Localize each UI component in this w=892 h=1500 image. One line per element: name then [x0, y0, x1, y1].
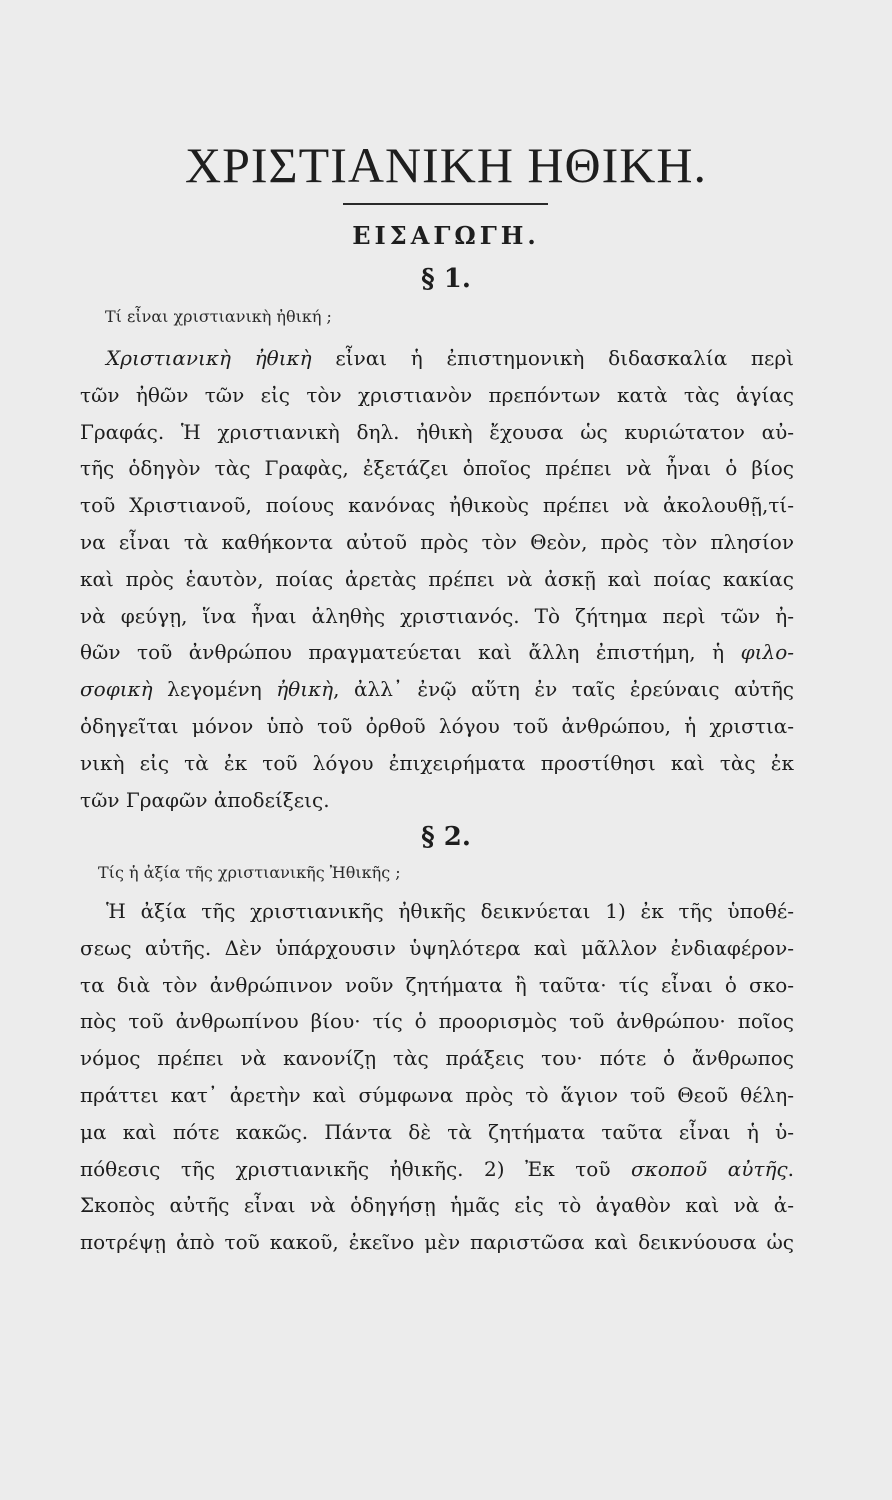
text-run: θῶν τοῦ ἀνθρώπου πραγματεύεται καὶ ἄλλη ἐπιστήμη, ἡ [80, 640, 741, 665]
section-2-question: Τίς ἡ ἀξία τῆς χριστιανικῆς Ἠθικῆς ; [98, 863, 401, 882]
title-underline [343, 203, 548, 205]
text-line: Γραφάς. Ἡ χριστιανικὴ δηλ. ἠθικὴ ἔχουσα ὡς κυριώτατον αὐ- [80, 419, 794, 444]
section-2-paragraph [80, 893, 794, 1261]
text-line: να εἶναι τὰ καθήκοντα αὐτοῦ πρὸς τὸν Θεὸν, πρὸς τὸν πλησίον [80, 529, 794, 554]
section-1-mark: § 1. [421, 264, 471, 294]
text-line: τῆς ὁδηγὸν τὰς Γραφὰς, ἐξετάζει ὁποῖος πρέπει νὰ ἦναι ὁ βίος [80, 456, 794, 481]
text-line [80, 671, 794, 708]
text-run: πόθεσις τῆς χριστιανικῆς ἠθικῆς. 2) Ἐκ τοῦ [80, 1156, 632, 1181]
text-italic: σοφικὴ [80, 677, 153, 702]
page-subtitle: ΕΙΣΑΓΩΓΗ. [352, 221, 540, 250]
text-italic: ἠθικὴ [276, 677, 334, 702]
text-line: νικὴ εἰς τὰ ἐκ τοῦ λόγου ἐπιχειρήματα προστίθησι καὶ τὰς ἐκ [80, 750, 794, 775]
text-italic: φιλο- [740, 640, 794, 665]
section-1-question: Τί εἶναι χριστιανικὴ ἠθική ; [105, 307, 332, 326]
text-line: πὸς τοῦ ἀνθρωπίνου βίου· τίς ὁ προορισμὸς τοῦ ἀνθρώπου· ποῖος [80, 1009, 794, 1034]
section-2-mark: § 2. [421, 822, 471, 852]
text-run: λεγομένη [152, 677, 277, 702]
text-line: τοῦ Χριστιανοῦ, ποίους κανόνας ἠθικοὺς πρέπει νὰ ἀκολουθῇ,τί- [80, 493, 794, 518]
text-line: μα καὶ πότε κακῶς. Πάντα δὲ τὰ ζητήματα ταῦτα εἶναι ἡ ὑ- [80, 1119, 794, 1144]
text-line: καὶ πρὸς ἑαυτὸν, ποίας ἀρετὰς πρέπει νὰ ἀσκῇ καὶ ποίας κακίας [80, 566, 794, 591]
text-line: σεως αὐτῆς. Δὲν ὑπάρχουσιν ὑψηλότερα καὶ μᾶλλον ἐνδιαφέρον- [80, 935, 794, 960]
text-run: εἶναι ἡ ἐπιστημονικὴ διδασκαλία περὶ [311, 346, 794, 370]
text-line: ὁδηγεῖται μόνον ὑπὸ τοῦ ὀρθοῦ λόγου τοῦ ἀνθρώπου, ἡ χριστια- [80, 713, 794, 738]
text-run: , ἀλλ᾽ ἐνῷ αὕτη ἐν ταῖς ἐρεύναις αὐτῆς [333, 677, 795, 702]
text-line: τα διὰ τὸν ἀνθρώπινον νοῦν ζητήματα ἢ ταῦτα· τίς εἶναι ὁ σκο- [80, 972, 794, 997]
text-line [80, 340, 794, 377]
text-line: τῶν Γραφῶν ἀποδείξεις. [80, 787, 330, 812]
text-italic: σκοποῦ αὐτῆς [631, 1156, 788, 1181]
section-1-paragraph [80, 340, 794, 818]
text-line [80, 634, 794, 671]
text-italic: Χριστιανικὴ ἠθικὴ [106, 346, 312, 370]
text-line: νὰ φεύγῃ, ἵνα ἦναι ἀληθὴς χριστιανός. Τὸ ζήτημα περὶ τῶν ἠ- [80, 603, 794, 628]
text-line [80, 1151, 794, 1188]
text-line: ποτρέψῃ ἀπὸ τοῦ κακοῦ, ἐκεῖνο μὲν παριστῶσα καὶ δεικνύουσα ὡς [80, 1230, 794, 1255]
text-line: τῶν ἠθῶν τῶν εἰς τὸν χριστιανὸν πρεπόντων κατὰ τὰς ἁγίας [80, 382, 794, 407]
text-line: Ἡ ἀξία τῆς χριστιανικῆς ἠθικῆς δεικνύεται 1) ἐκ τῆς ὑποθέ- [106, 899, 794, 923]
text-line: νόμος πρέπει νὰ κανονίζῃ τὰς πράξεις του· πότε ὁ ἄνθρωπος [80, 1046, 794, 1071]
page-title: ΧΡΙΣΤΙΑΝΙΚΗ ΗΘΙΚΗ. [184, 137, 708, 193]
text-line: Σκοπὸς αὐτῆς εἶναι νὰ ὁδηγήσῃ ἡμᾶς εἰς τὸ ἀγαθὸν καὶ νὰ ἀ- [80, 1193, 794, 1218]
text-run: . [787, 1156, 794, 1181]
text-line: πράττει κατ᾽ ἀρετὴν καὶ σύμφωνα πρὸς τὸ ἅγιον τοῦ Θεοῦ θέλη- [80, 1082, 794, 1107]
